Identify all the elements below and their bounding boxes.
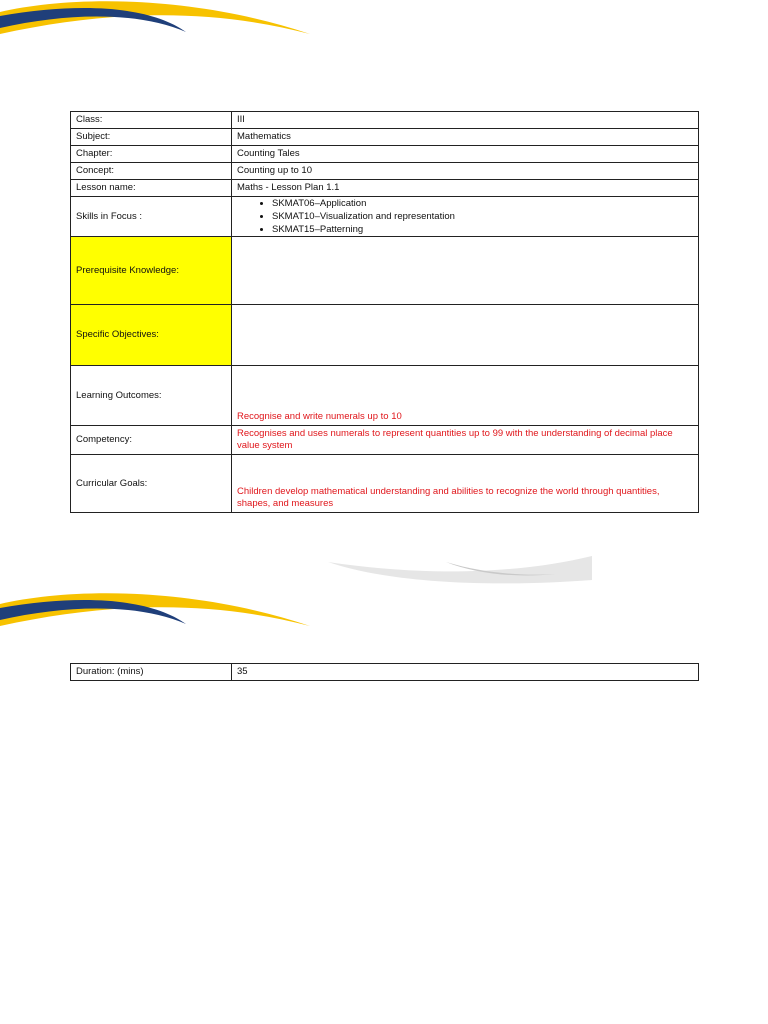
concept-label: Concept:: [71, 163, 232, 180]
list-item: • SKMAT10–Visualization and representation: [272, 210, 693, 223]
duration-label: Duration: (mins): [71, 664, 232, 681]
prerequisite-label: Prerequisite Knowledge:: [71, 237, 232, 305]
list-item: • SKMAT15–Patterning: [272, 223, 693, 236]
prerequisite-value: [232, 237, 699, 305]
subject-value: Mathematics: [232, 129, 699, 146]
competency-label: Competency:: [71, 426, 232, 455]
concept-value: Counting up to 10: [232, 163, 699, 180]
subject-label: Subject:: [71, 129, 232, 146]
table-row: [71, 305, 699, 366]
curricular-goals-value: Children develop mathematical understanding and abilities to recognize the world through quantities, shapes, and measures: [232, 455, 699, 513]
table-row: [71, 197, 699, 237]
skills-cell: [232, 197, 699, 237]
curricular-goals-label: Curricular Goals:: [71, 455, 232, 513]
skills-list: [237, 197, 693, 236]
objectives-label: Specific Objectives:: [71, 305, 232, 366]
objectives-value: [232, 305, 699, 366]
skills-label: Skills in Focus :: [71, 197, 232, 237]
duration-value: 35: [232, 664, 699, 681]
list-item: • SKMAT06–Application: [272, 197, 693, 210]
table-row: [71, 664, 699, 681]
outcomes-label: Learning Outcomes:: [71, 366, 232, 426]
lesson-name-value: Maths - Lesson Plan 1.1: [232, 180, 699, 197]
outcomes-value: Recognise and write numerals up to 10: [232, 366, 699, 426]
table-row: [71, 163, 699, 180]
table-row: [71, 237, 699, 305]
lesson-name-label: Lesson name:: [71, 180, 232, 197]
table-row: [71, 129, 699, 146]
table-row: [71, 455, 699, 513]
table-row: [71, 146, 699, 163]
lesson-plan-table: [70, 111, 699, 513]
class-label: Class:: [71, 112, 232, 129]
table-row: [71, 426, 699, 455]
table-row: [71, 112, 699, 129]
header-swoosh-graphic: [0, 0, 320, 45]
table-row: [71, 366, 699, 426]
class-value: III: [232, 112, 699, 129]
watermark-swoosh-graphic: [326, 552, 594, 592]
chapter-value: Counting Tales: [232, 146, 699, 163]
table-row: [71, 180, 699, 197]
competency-value: Recognises and uses numerals to represent quantities up to 99 with the understanding of decimal place value system: [232, 426, 699, 455]
page-two-swoosh-graphic: [0, 592, 320, 637]
chapter-label: Chapter:: [71, 146, 232, 163]
duration-table: [70, 663, 699, 681]
